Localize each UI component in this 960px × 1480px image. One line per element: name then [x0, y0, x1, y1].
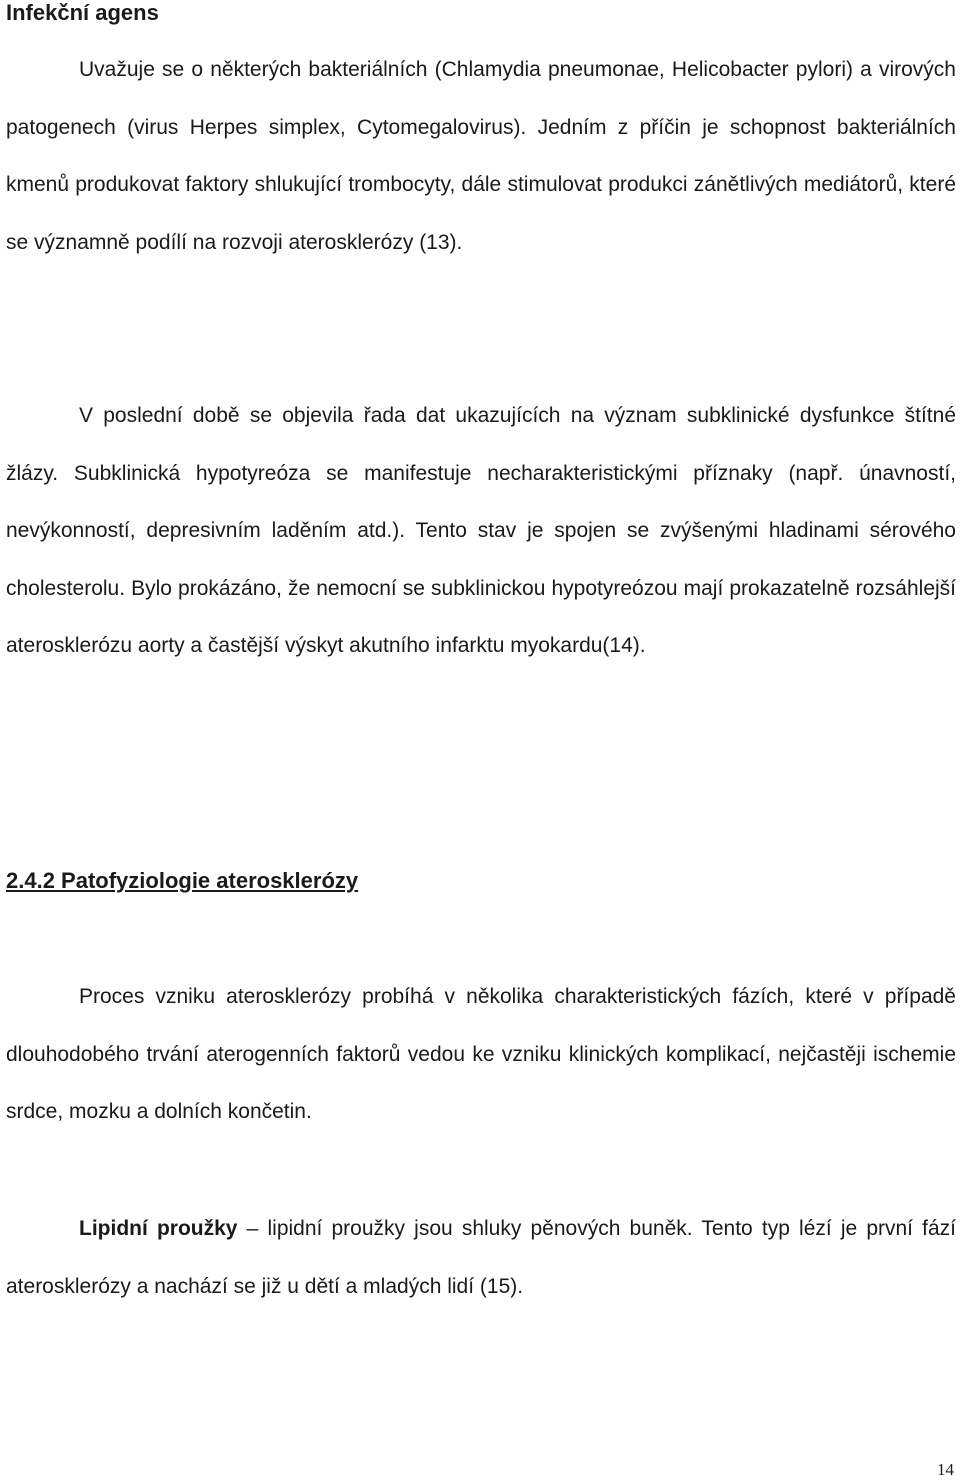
paragraph-infekcni-agens: Uvažuje se o některých bakteriálních (Chlamydia pneumonae, Helicobacter pylori) a virových patogenech (virus Herpes simplex, Cytomegalovirus). Jedním z příčin je schopnost bakteriálních kmenů produkovat faktory shlukující trombocyty, dále stimulovat produkci zánětlivých mediátorů, které se významně podílí na rozvoji aterosklerózy (13).	[6, 58, 956, 254]
term-lipidni-prouzky: Lipidní proužky	[79, 1217, 238, 1240]
paragraph-subklinicka-hypotyreoza: V poslední době se objevila řada dat ukazujících na význam subklinické dysfunkce štítné žlázy. Subklinická hypotyreóza se manifestuje necharakteristickými příznaky (např. únavností, nevýkonností, depresivním laděním atd.). Tento stav je spojen se zvýšenými hladinami sérového cholesterolu. Bylo prokázáno, že nemocní se subklinickou hypotyreózou mají prokazatelně rozsáhlejší aterosklerózu aorty a častější výskyt akutního infarktu myokardu(14).	[6, 404, 956, 657]
em-dash: –	[246, 1217, 259, 1240]
section-heading-patofyziologie: 2.4.2 Patofyziologie aterosklerózy	[6, 868, 359, 893]
lipidni-prouzky-text: lipidní proužky jsou shluky pěnových buněk. Tento typ lézí je první fází aterosklerózy a nachází se již u dětí a mladých lidí (15).	[6, 1217, 957, 1298]
section-heading-infekcni-agens: Infekční agens	[6, 0, 159, 25]
paragraph-lipidni-prouzky	[6, 1200, 956, 1315]
paragraph-patofyziologie: Proces vzniku aterosklerózy probíhá v několika charakteristických fázích, které v případě dlouhodobého trvání aterogenních faktorů vedou ke vzniku klinických komplikací, nejčastěji ischemie srdce, mozku a dolních končetin.	[6, 985, 956, 1123]
page-number: 14	[937, 1460, 954, 1479]
